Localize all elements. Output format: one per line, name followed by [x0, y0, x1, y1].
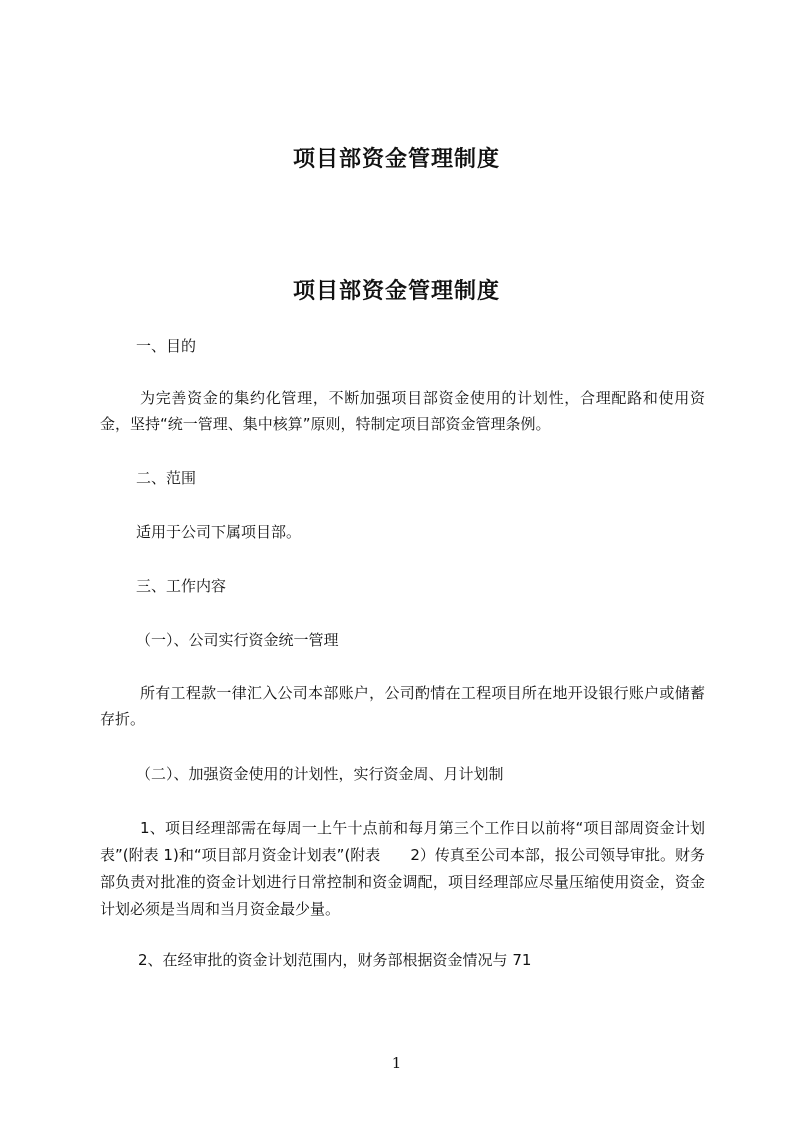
- paragraph-unified-management: 所有工程款一律汇入公司本部账户，公司酌情在工程项目所在地开设银行账户或储蓄存折。: [100, 684, 705, 728]
- page-number: 1: [391, 1054, 402, 1072]
- paragraph-purpose: 为完善资金的集约化管理，不断加强项目部资金使用的计划性，合理配路和使用资金，坚持“统一管理、集中核算”原则，特制定项目部资金管理条例。: [100, 389, 705, 433]
- subsection-heading-fund-planning: （二）、加强资金使用的计划性，实行资金周、月计划制: [136, 765, 504, 783]
- cover-title: 项目部资金管理制度: [292, 147, 500, 172]
- paragraph-scope: 适用于公司下属项目部。: [136, 523, 302, 541]
- paragraph-fund-plan-item-2: 2、在经审批的资金计划范围内，财务部根据资金情况与 71: [138, 951, 532, 969]
- subsection-heading-unified-management: （一）、公司实行资金统一管理: [136, 631, 339, 649]
- paragraph-fund-plan-item-1: 1、项目经理部需在每周一上午十点前和每月第三个工作日以前将“项目部周资金计划表”(附表 1)和“项目部月资金计划表”(附表 2）传真至公司本部，报公司领导审批。财务部负责对批准的资金计划进行日常控制和资金调配，项目经理部应尽量压缩使用资金，资金计划必须是当周和当月资金最少量。: [100, 819, 705, 918]
- section-heading-scope: 二、范围: [136, 469, 197, 487]
- document-title: 项目部资金管理制度: [292, 279, 500, 304]
- section-heading-purpose: 一、目的: [136, 337, 197, 355]
- section-heading-work-content: 三、工作内容: [136, 577, 227, 595]
